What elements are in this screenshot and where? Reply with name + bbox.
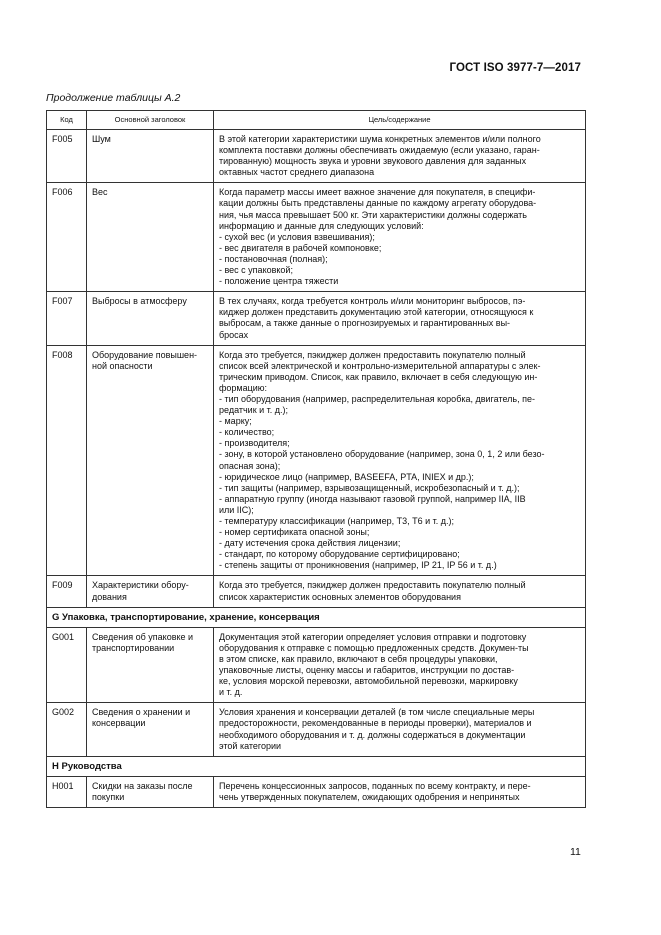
purpose-line: ке, условия морской перевозки, автомобильной перевозки, маркировку — [219, 676, 518, 687]
row-title: Шум — [87, 130, 214, 183]
row-title: Сведения об упаковке и транспортировании — [87, 627, 214, 703]
purpose-line: - номер сертификата опасной зоны; — [219, 527, 370, 538]
requirements-table — [46, 110, 586, 808]
row-title: Вес — [87, 183, 214, 292]
purpose-line: - тип оборудования (например, распределительная коробка, двигатель, пе- — [219, 393, 535, 404]
purpose-line: - положение центра тяжести — [219, 276, 339, 287]
purpose-line: - юридическое лицо (например, BASEEFA, PTA, INIEX и др.); — [219, 471, 474, 482]
document-code: ГОСТ ISO 3977-7—2017 — [449, 62, 581, 74]
section-title: G Упаковка, транспортирование, хранение, консервация — [47, 607, 586, 627]
purpose-line: - постановочная (полная); — [219, 253, 328, 264]
purpose-line: формацию: — [219, 382, 268, 393]
row-code: F005 — [47, 130, 87, 183]
table-row — [47, 576, 586, 607]
purpose-line: - дату истечения срока действия лицензии; — [219, 538, 401, 549]
purpose-line: - температуру классификации (например, Т3, Т6 и т. д.); — [219, 516, 455, 526]
purpose-line: Перечень концессионных запросов, поданных по всему контракту, и пере- — [219, 780, 531, 791]
purpose-line: редатчик и т. д.); — [219, 405, 289, 416]
purpose-line: необходимого оборудования и т. д. должны содержаться в документации — [219, 729, 526, 740]
table-body — [47, 130, 586, 808]
section-title: H Руководства — [47, 756, 586, 776]
row-code: F009 — [47, 576, 87, 607]
row-title: Выбросы в атмосферу — [87, 292, 214, 345]
row-purpose — [214, 576, 586, 607]
page-number: 11 — [570, 846, 581, 858]
row-code: F006 — [47, 183, 87, 292]
purpose-line: список характеристик основных элементов оборудования — [219, 591, 461, 602]
table-caption: Продолжение таблицы А.2 — [46, 92, 181, 104]
section-row — [47, 756, 586, 776]
purpose-line: - стандарт, по которому оборудование сертифицировано; — [219, 549, 460, 560]
row-code: F008 — [47, 345, 87, 576]
purpose-line: - аппаратную группу (иногда называют газовой группой, например IIA, IIB — [219, 493, 526, 504]
table-row — [47, 627, 586, 703]
column-header-title: Основной заголовок — [87, 111, 214, 130]
purpose-line: опасная зона); — [219, 460, 281, 471]
section-row — [47, 607, 586, 627]
purpose-line: тированную) мощность звука и уровни звукового давления для заданных — [219, 156, 527, 167]
purpose-line: - марку; — [219, 416, 252, 427]
row-purpose — [214, 183, 586, 292]
row-purpose — [214, 627, 586, 703]
purpose-line: октавных частот среднего диапазона — [219, 167, 375, 178]
row-purpose — [214, 776, 586, 807]
purpose-line: киджер должен представить документацию этой категории, относящуюся к — [219, 307, 534, 318]
purpose-line: В этой категории характеристики шума конкретных элементов и/или полного — [219, 134, 541, 144]
purpose-line: Условия хранения и консервации деталей (в том числе специальные меры — [219, 707, 535, 718]
column-header-purpose: Цель/содержание — [214, 111, 586, 130]
purpose-line: кации должны быть представлены данные по каждому агрегату оборудова- — [219, 198, 537, 209]
purpose-line: трическим приводом. Список, как правило, включает в себя следующую ин- — [219, 371, 538, 382]
row-purpose — [214, 345, 586, 576]
purpose-line: информацию и данные для следующих условий: — [219, 220, 424, 231]
purpose-line: - зону, в которой установлено оборудование (например, зона 0, 1, 2 или безо- — [219, 449, 545, 460]
purpose-line: оборудования к отправке с помощью предложенных средств. Докумен-ты — [219, 642, 529, 653]
row-purpose — [214, 130, 586, 183]
purpose-line: - тип защиты (например, взрывозащищенный, искробезопасный и т. д.); — [219, 482, 520, 493]
table-row — [47, 345, 586, 576]
row-purpose — [214, 703, 586, 756]
table-header-row — [47, 111, 586, 130]
table-row — [47, 776, 586, 807]
purpose-line: и т. д. — [219, 687, 243, 698]
table-row — [47, 292, 586, 345]
row-code: G001 — [47, 627, 87, 703]
purpose-line: Документация этой категории определяет условия отправки и подготовку — [219, 631, 527, 642]
purpose-line: выбросам, а также данные о прогнозируемых и гарантированных вы- — [219, 318, 511, 329]
table-row — [47, 703, 586, 756]
purpose-line: ния, чья масса превышает 500 кг. Эти характеристики должны содержать — [219, 209, 527, 220]
row-title: Характеристики обору- дования — [87, 576, 214, 607]
table-row — [47, 183, 586, 292]
purpose-line: или IIC); — [219, 504, 254, 515]
purpose-line: комплекта поставки должны обеспечивать ожидаемую (если указано, гаран- — [219, 145, 540, 156]
row-title: Оборудование повышен- ной опасности — [87, 345, 214, 576]
row-code: G002 — [47, 703, 87, 756]
purpose-line: - степень защиты от проникновения (например, IP 21, IP 56 и т. д.) — [219, 560, 497, 571]
purpose-line: упаковочные листы, оценку массы и габаритов, инструкции по достав- — [219, 665, 515, 676]
purpose-line: - количество; — [219, 427, 275, 438]
row-code: F007 — [47, 292, 87, 345]
column-header-code: Код — [47, 111, 87, 130]
purpose-line: - сухой вес (и условия взвешивания); — [219, 231, 375, 242]
purpose-line: - вес двигателя в рабочей компоновке; — [219, 242, 382, 253]
purpose-line: В тех случаях, когда требуется контроль и/или мониторинг выбросов, пэ- — [219, 296, 526, 307]
purpose-line: Когда это требуется, пэкиджер должен предоставить покупателю полный — [219, 580, 526, 591]
row-purpose — [214, 292, 586, 345]
row-code: H001 — [47, 776, 87, 807]
purpose-line: бросах — [219, 329, 249, 340]
purpose-line: список всей электрической и контрольно-измерительной аппаратуры с элек- — [219, 360, 541, 371]
purpose-line: предосторожности, рекомендованные в периоды проверки), материалов и — [219, 718, 532, 729]
purpose-line: - вес с упаковкой; — [219, 265, 293, 276]
purpose-line: в этом списке, как правило, включают в себя процедуры упаковки, — [219, 653, 498, 664]
purpose-line: - производителя; — [219, 438, 290, 449]
purpose-line: Когда параметр массы имеет важное значение для покупателя, в специфи- — [219, 187, 536, 198]
row-title: Скидки на заказы после покупки — [87, 776, 214, 807]
purpose-line: чень утвержденных покупателем, ожидающих одобрения и непринятых — [219, 791, 520, 802]
purpose-line: этой категории — [219, 740, 282, 751]
table-row — [47, 130, 586, 183]
row-title: Сведения о хранении и консервации — [87, 703, 214, 756]
purpose-line: Когда это требуется, пэкиджер должен предоставить покупателю полный — [219, 349, 526, 360]
